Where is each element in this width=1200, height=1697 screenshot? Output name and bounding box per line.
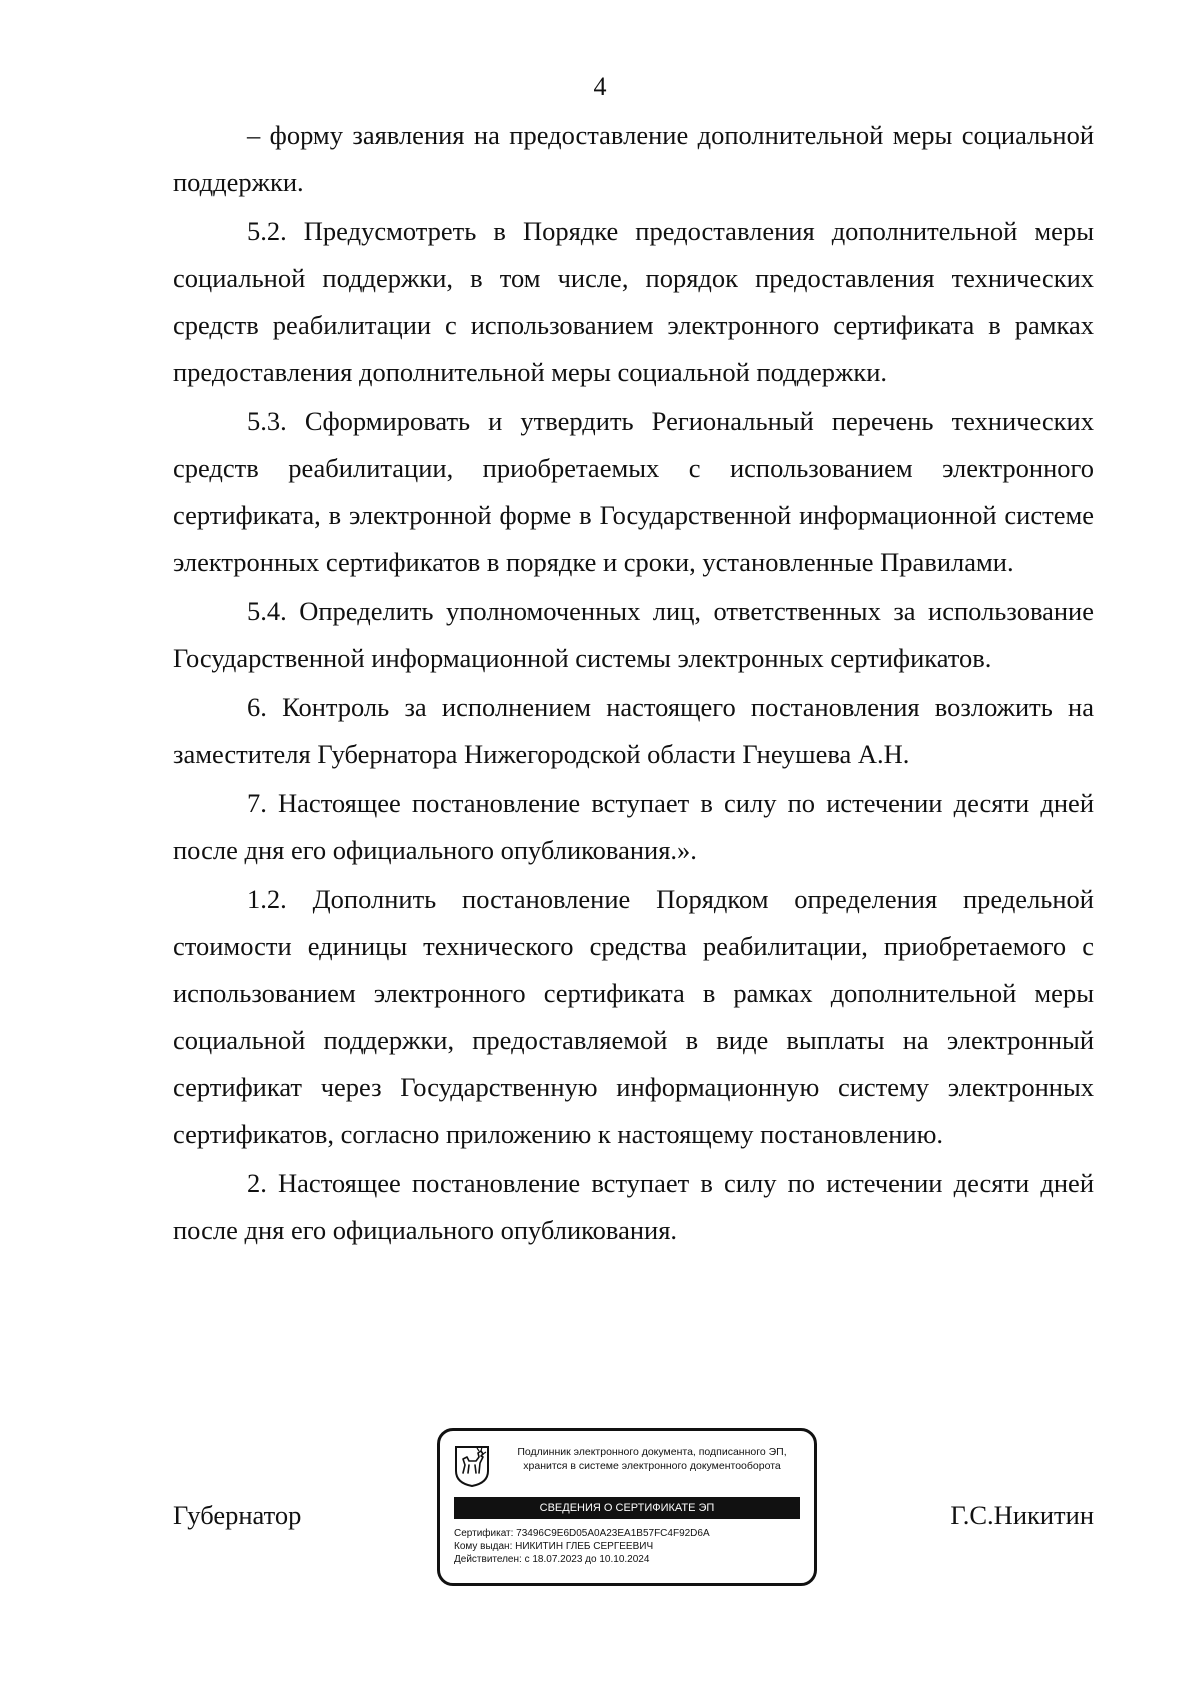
paragraph-2: 2. Настоящее постановление вступает в силу по истечении десяти дней после дня его официального опубликования. [173,1168,1094,1245]
stamp-header-line: хранится в системе электронного документооборота [523,1460,781,1472]
stamp-title-bar: СВЕДЕНИЯ О СЕРТИФИКАТЕ ЭП [454,1497,800,1519]
paragraph-5-2: 5.2. Предусмотреть в Порядке предоставления дополнительной меры социальной поддержки, в том числе, порядок предоставления технических средств реабилитации с использованием электронного сертификата в рамках предоставления дополнительной меры социальной поддержки. [173,216,1094,387]
page-number: 4 [593,72,607,101]
paragraph-6: 6. Контроль за исполнением настоящего постановления возложить на заместителя Губернатора Нижегородской области Гнеушева А.Н. [173,692,1094,769]
certificate-owner: Кому выдан: НИКИТИН ГЛЕБ СЕРГЕЕВИЧ [454,1541,654,1552]
signatory-name: Г.С.Никитин [950,1500,1094,1530]
certificate-validity: Действителен: с 18.07.2023 до 10.10.2024 [454,1554,650,1565]
paragraph-7: 7. Настоящее постановление вступает в силу по истечении десяти дней после дня его официального опубликования.». [173,788,1094,865]
paragraph-1-2: 1.2. Дополнить постановление Порядком определения предельной стоимости единицы технического средства реабилитации, приобретаемого с использованием электронного сертификата в рамках дополнительной меры социальной поддержки, предоставляемой в виде выплаты на электронный сертификат через Государственную информационную систему электронных сертификатов, согласно приложению к настоящему постановлению. [173,884,1094,1149]
deer-emblem-icon [454,1445,490,1487]
paragraph-5-4: 5.4. Определить уполномоченных лиц, ответственных за использование Государственной информационной системы электронных сертификатов. [173,596,1094,673]
signature-block [173,1428,1094,1618]
stamp-certificate-details [454,1527,804,1566]
paragraph-5-3: 5.3. Сформировать и утвердить Региональный перечень технических средств реабилитации, приобретаемых с использованием электронного сертификата, в электронной форме в Государственной информационной системе электронных сертификатов в порядке и сроки, установленные Правилами. [173,406,1094,577]
signatory-position: Губернатор [173,1500,302,1530]
stamp-header-line: Подлинник электронного документа, подписанного ЭП, [517,1446,787,1458]
stamp-header [496,1445,808,1473]
certificate-number: Сертификат: 73496C9E6D05A0A23EA1B57FC4F92D6A [454,1528,710,1539]
electronic-signature-stamp [437,1428,817,1586]
paragraph-application-form: – форму заявления на предоставление дополнительной меры социальной поддержки. [173,120,1094,197]
document-body [173,112,1094,1254]
